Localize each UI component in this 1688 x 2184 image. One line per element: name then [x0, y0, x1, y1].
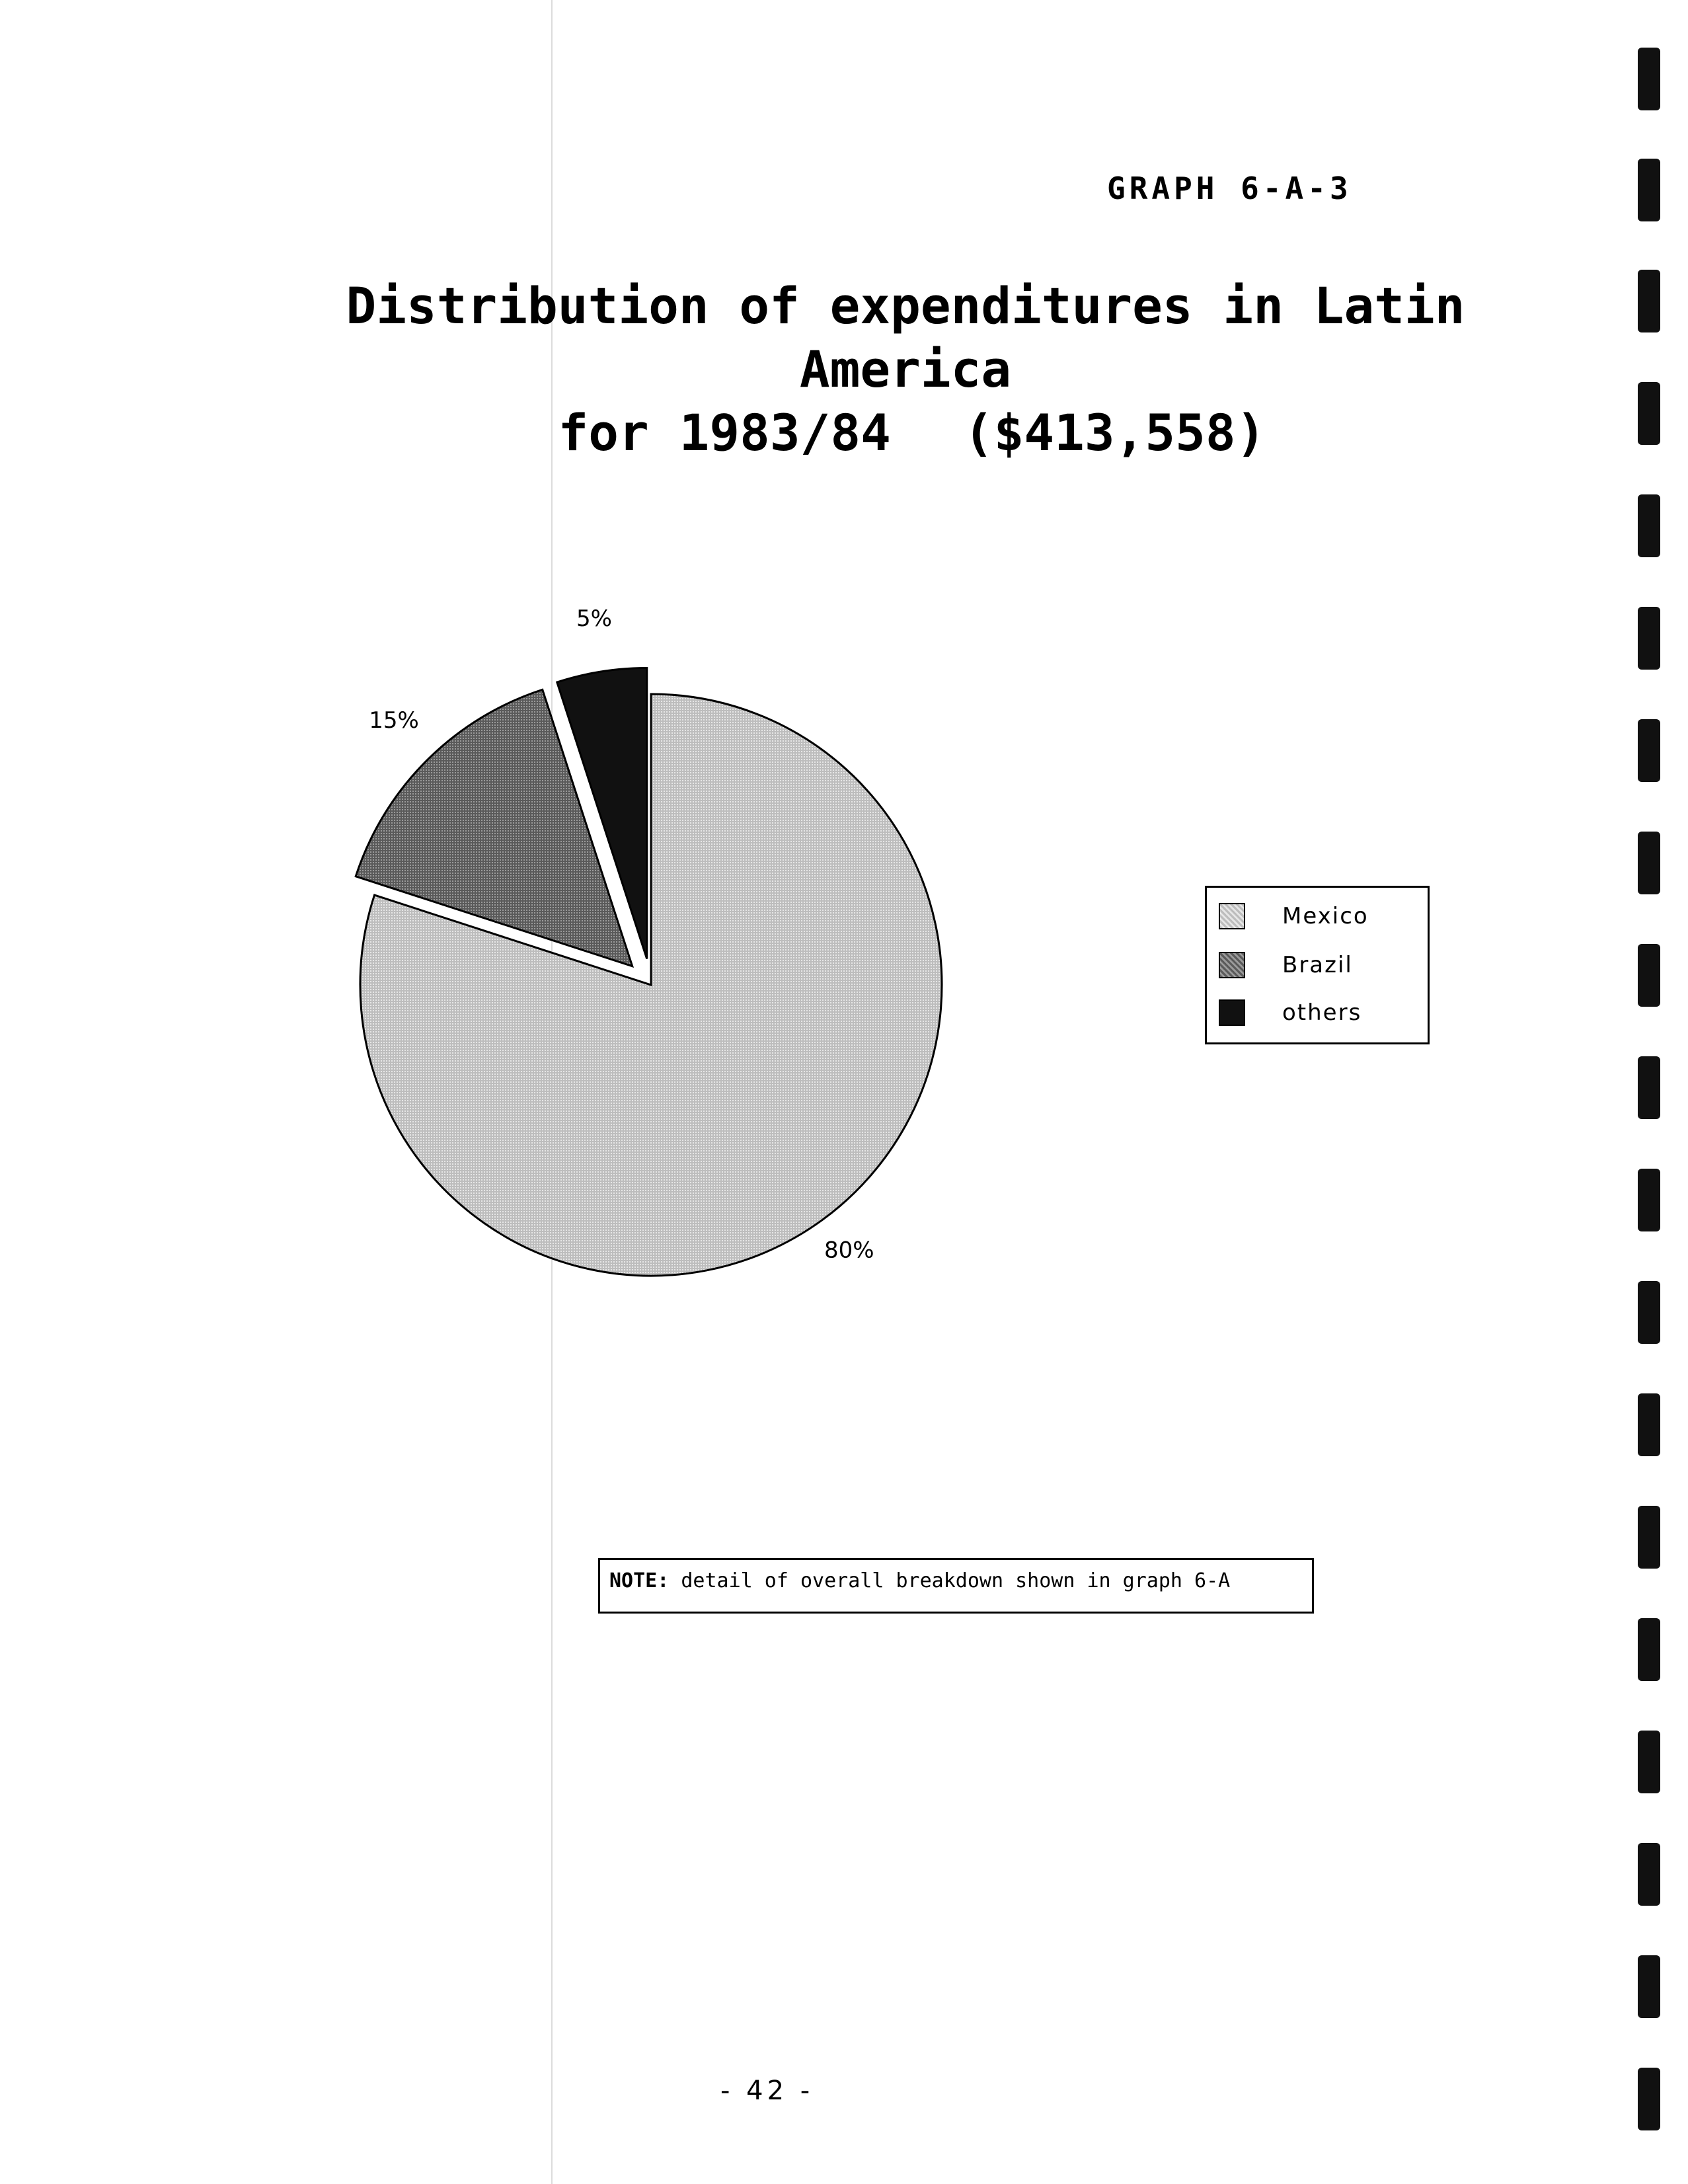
binding-hole: [1638, 494, 1660, 557]
binding-hole: [1638, 719, 1660, 782]
binding-hole: [1638, 1506, 1660, 1569]
binding-hole: [1638, 944, 1660, 1007]
pie-label-brazil: 15%: [369, 707, 419, 734]
binding-hole: [1638, 1843, 1660, 1906]
binding-hole: [1638, 270, 1660, 332]
title-period: for 1983/84: [558, 403, 891, 462]
pie-label-others: 5%: [576, 605, 612, 632]
legend-swatch-brazil: [1219, 952, 1245, 978]
note-label: NOTE:: [609, 1569, 670, 1592]
legend-item-brazil: [1219, 950, 1353, 980]
binding-hole: [1638, 1056, 1660, 1119]
binding-hole: [1638, 1281, 1660, 1344]
title-amount: ($413,558): [963, 403, 1266, 462]
binding-hole: [1638, 1618, 1660, 1681]
binding-hole: [1638, 1955, 1660, 2018]
legend-label-mexico: Mexico: [1282, 903, 1369, 929]
title-line-1: Distribution of expenditures in Latin America: [346, 276, 1465, 399]
binding-hole: [1638, 1731, 1660, 1793]
note-text: detail of overall breakdown shown in graph 6-A: [681, 1569, 1231, 1592]
binding-hole: [1638, 48, 1660, 110]
legend-swatch-others: [1219, 999, 1245, 1026]
binding-hole: [1638, 1393, 1660, 1456]
binding-hole: [1638, 607, 1660, 670]
legend-item-mexico: [1219, 901, 1369, 931]
note-box: [598, 1558, 1314, 1614]
legend-swatch-mexico: [1219, 903, 1245, 929]
legend-label-others: others: [1282, 999, 1362, 1026]
binding-hole: [1638, 159, 1660, 221]
page-number: - 42 -: [720, 2076, 814, 2106]
chart-legend: [1205, 886, 1430, 1044]
legend-label-brazil: Brazil: [1282, 952, 1353, 978]
pie-label-mexico: 80%: [824, 1237, 874, 1264]
graph-id: GRAPH 6-A-3: [1107, 171, 1352, 206]
binding-hole: [1638, 1169, 1660, 1231]
binding-hole: [1638, 382, 1660, 445]
binding-hole: [1638, 832, 1660, 894]
binding-hole: [1638, 2068, 1660, 2130]
legend-item-others: [1219, 997, 1362, 1028]
